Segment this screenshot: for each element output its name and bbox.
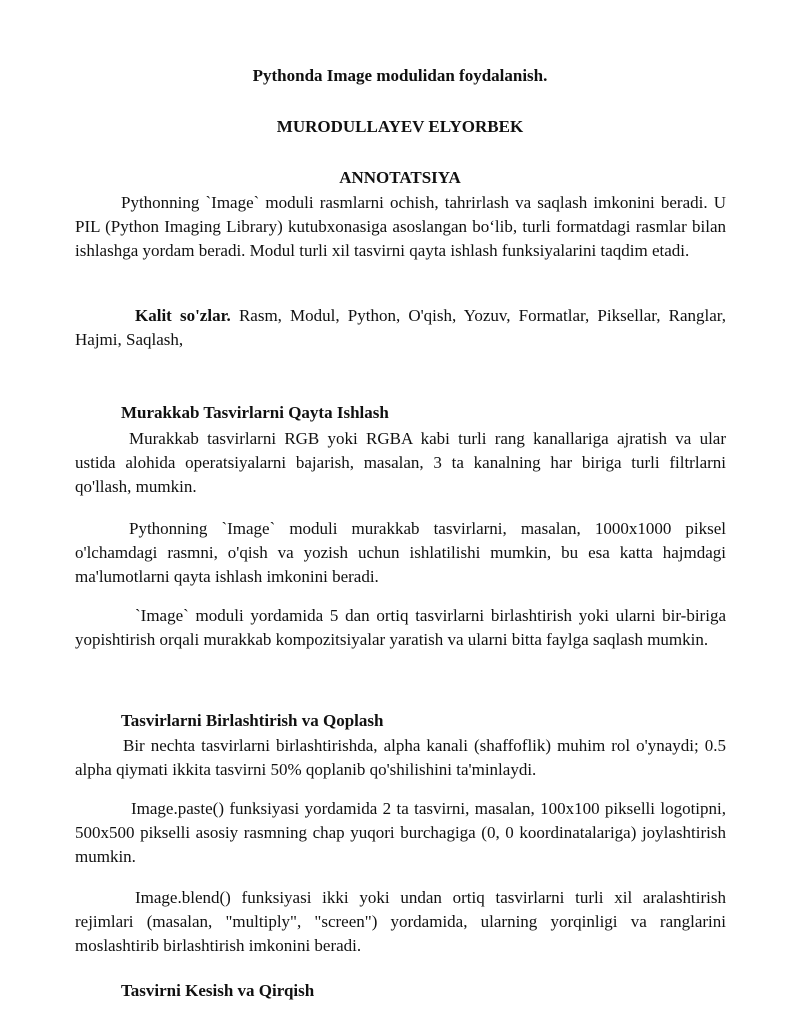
annotation-heading: ANNOTATSIYA [339,168,461,187]
paragraph: Image.blend() funksiyasi ikki yoki undan ortiq tasvirlarni turli xil aralashtirish rejimlari (masalan, "multiply", "screen") yordamida, ularning yorqinligi va ranglarini moslashtirib birlashtirish imkonini beradi. [75,888,726,955]
paragraph: Murakkab tasvirlarni RGB yoki RGBA kabi turli rang kanallariga ajratish va ular ustida alohida operatsiyalarni bajarish, masalan, 3 ta kanalning har biriga turli filtrlarni qo'llash, mumkin. [75,429,726,496]
paragraph: Pythonning `Image` moduli murakkab tasvirlarni, masalan, 1000x1000 piksel o'lchamdagi rasmni, o'qish va yozish uchun ishlatilishi mumkin, bu esa katta hajmdagi ma'lumotlarni qayta ishlash imkonini beradi. [75,519,726,586]
section-heading: Murakkab Tasvirlarni Qayta Ishlash [121,403,389,422]
paragraph: Image.paste() funksiyasi yordamida 2 ta tasvirni, masalan, 100x100 pikselli logotipni, 500x500 pikselli asosiy rasmning chap yuqori burchagiga (0, 0 koordinatalariga) joylashtirish mumkin. [75,799,726,866]
document-title: Pythonda Image modulidan foydalanish. [252,66,548,85]
paragraph: `Image` moduli yordamida 5 dan ortiq tasvirlarni birlashtirish yoki ularni bir-biriga yopishtirish orqali murakkab kompozitsiyalar yaratish va ularni bitta faylga saqlash mumkin. [75,606,726,649]
section-heading: Tasvirlarni Birlashtirish va Qoplash [121,711,384,730]
annotation-text: Pythonning `Image` moduli rasmlarni ochish, tahrirlash va saqlash imkonini beradi. U PIL (Python Imaging Library) kutubxonasiga asoslangan bo‘lib, turli formatdagi rasmlar bilan ishlashga yordam beradi. Modul turli xil tasvirni qayta ishlash funksiyalarini taqdim etadi. [75,193,726,260]
keywords-paragraph [75,304,726,352]
author-name: MURODULLAYEV ELYORBEK [276,117,524,136]
paragraph: Bir nechta tasvirlarni birlashtirishda, alpha kanali (shaffoflik) muhim rol o'ynaydi; 0.5 alpha qiymati ikkita tasvirni 50% qoplanib qo'shilishini ta'minlaydi. [75,736,726,779]
keywords-label: Kalit so'zlar. [135,306,231,325]
section-heading: Tasvirni Kesish va Qirqish [121,981,315,1000]
keywords-text: Rasm, Modul, Python, O'qish, Yozuv, Formatlar, Piksellar, Ranglar, Hajmi, Saqlash, [75,306,726,349]
